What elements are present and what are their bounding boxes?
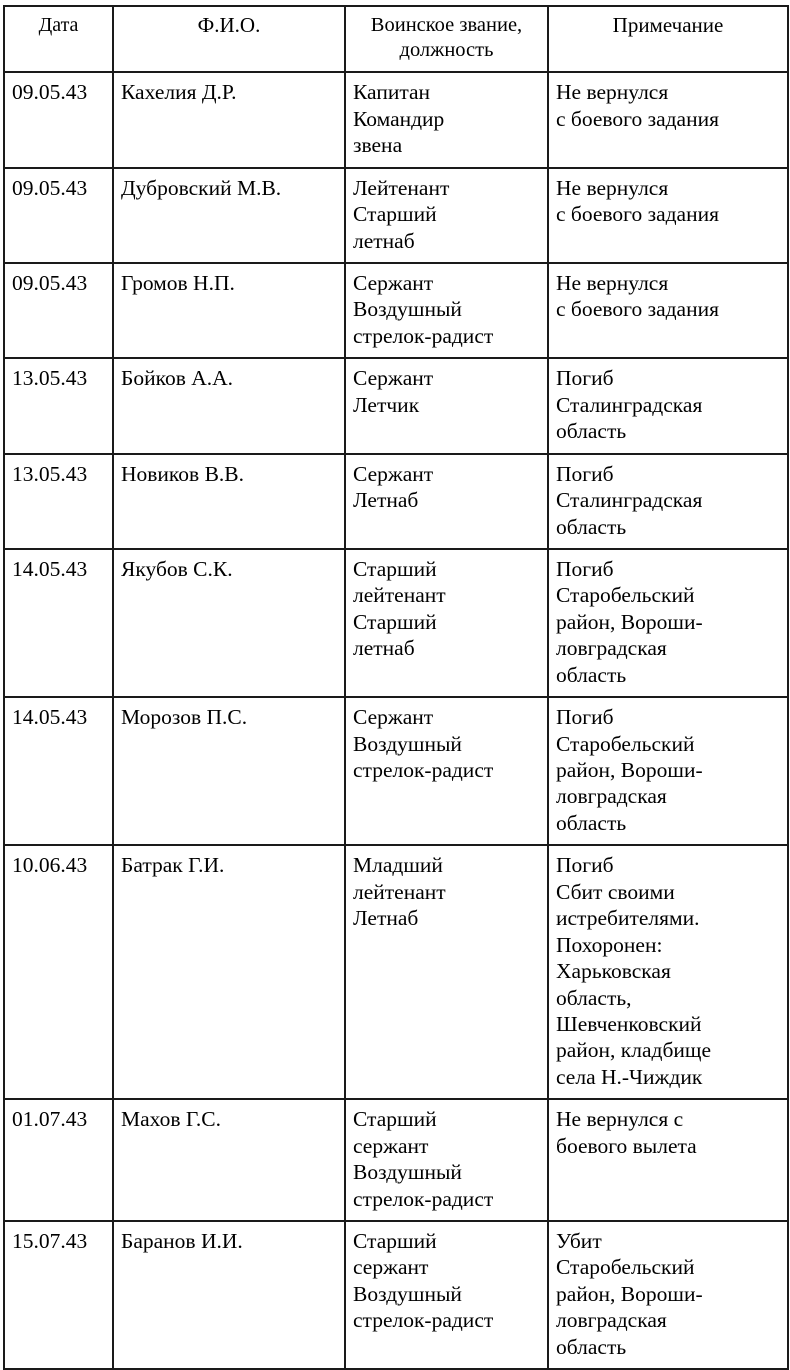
- cell-name: Дубровский М.В.: [113, 168, 345, 263]
- text-line: Погиб: [556, 853, 614, 878]
- table-row: [4, 454, 788, 549]
- text-line: Старший: [353, 556, 437, 581]
- text-line: Шевченковский: [556, 1011, 702, 1036]
- cell-date: 13.05.43: [4, 454, 113, 549]
- cell-remark-lines: [556, 270, 780, 323]
- cell-remark: [548, 72, 788, 167]
- cell-remark-lines: [556, 365, 780, 444]
- cell-name: Баранов И.И.: [113, 1221, 345, 1369]
- cell-date: 01.07.43: [4, 1099, 113, 1221]
- cell-remark: [548, 358, 788, 453]
- text-line: Старший: [353, 609, 437, 634]
- text-line: с боевого задания: [556, 106, 719, 131]
- cell-remark: [548, 454, 788, 549]
- cell-date: 14.05.43: [4, 549, 113, 697]
- text-line: Старший: [353, 1107, 437, 1132]
- text-line: Старобельский: [556, 731, 695, 756]
- cell-date: 13.05.43: [4, 358, 113, 453]
- text-line: область: [556, 514, 627, 539]
- text-line: область,: [556, 985, 632, 1010]
- cell-rank-lines: [353, 852, 540, 931]
- cell-rank-lines: [353, 704, 540, 783]
- cell-name: Махов Г.С.: [113, 1099, 345, 1221]
- text-line: Не вернулся с: [556, 1107, 684, 1132]
- table-row: [4, 72, 788, 167]
- table-row: [4, 1221, 788, 1369]
- table-row: [4, 845, 788, 1099]
- text-line: Капитан: [353, 80, 431, 105]
- text-line: стрелок-радист: [353, 323, 494, 348]
- table-row: [4, 358, 788, 453]
- text-line: Воздушный: [353, 731, 462, 756]
- text-line: Сержант: [353, 366, 434, 391]
- cell-remark: [548, 263, 788, 358]
- text-line: область: [556, 662, 627, 687]
- text-line: Погиб: [556, 556, 614, 581]
- cell-remark-lines: [556, 175, 780, 228]
- cell-rank: [345, 697, 548, 845]
- table-row: [4, 168, 788, 263]
- text-line: Не вернулся: [556, 80, 669, 105]
- cell-remark: [548, 845, 788, 1099]
- cell-rank: [345, 263, 548, 358]
- text-line: Старший: [353, 202, 437, 227]
- text-line: область: [556, 1334, 627, 1359]
- text-line: Харьковская: [556, 959, 671, 984]
- text-line: Погиб: [556, 461, 614, 486]
- cell-rank-lines: [353, 79, 540, 158]
- text-line: Сержант: [353, 705, 434, 730]
- text-line: Младший: [353, 853, 443, 878]
- text-line: сержант: [353, 1133, 429, 1158]
- cell-date: 09.05.43: [4, 72, 113, 167]
- table-row: [4, 263, 788, 358]
- cell-rank: [345, 845, 548, 1099]
- table-header: [4, 6, 788, 72]
- column-header-date: [4, 6, 113, 72]
- text-line: Погиб: [556, 366, 614, 391]
- text-line: звена: [353, 133, 403, 158]
- column-header-remark-lines: [556, 13, 780, 39]
- text-line: Старший: [353, 1229, 437, 1254]
- cell-rank-lines: [353, 461, 540, 514]
- cell-remark: [548, 1099, 788, 1221]
- cell-rank-lines: [353, 556, 540, 662]
- text-line: ловградская: [556, 636, 667, 661]
- column-header-date-lines: [12, 13, 105, 38]
- text-line: Погиб: [556, 705, 614, 730]
- text-line: Старобельский: [556, 583, 695, 608]
- cell-remark: [548, 549, 788, 697]
- cell-rank: [345, 168, 548, 263]
- text-line: Сталинградская: [556, 392, 703, 417]
- cell-remark-lines: [556, 1106, 780, 1159]
- text-line: села Н.-Чиждик: [556, 1064, 703, 1089]
- table-row: [4, 1099, 788, 1221]
- text-line: Убит: [556, 1229, 602, 1254]
- text-line: Старобельский: [556, 1255, 695, 1280]
- cell-rank-lines: [353, 1106, 540, 1212]
- cell-name: Якубов С.К.: [113, 549, 345, 697]
- text-line: сержант: [353, 1255, 429, 1280]
- text-line: ловградская: [556, 784, 667, 809]
- cell-date: 10.06.43: [4, 845, 113, 1099]
- text-line: Летнаб: [353, 488, 419, 513]
- cell-remark-lines: [556, 1228, 780, 1360]
- cell-rank: [345, 549, 548, 697]
- text-line: летнаб: [353, 636, 415, 661]
- cell-date: 09.05.43: [4, 263, 113, 358]
- text-line: область: [556, 419, 627, 444]
- text-line: Примечание: [612, 13, 724, 37]
- text-line: стрелок-радист: [353, 758, 494, 783]
- cell-rank: [345, 1221, 548, 1369]
- cell-date: 15.07.43: [4, 1221, 113, 1369]
- cell-rank: [345, 72, 548, 167]
- column-header-rank: [345, 6, 548, 72]
- cell-remark-lines: [556, 556, 780, 688]
- text-line: Воинское звание,: [370, 14, 523, 36]
- casualty-table: [3, 5, 789, 1370]
- text-line: Сержант: [353, 271, 434, 296]
- cell-remark-lines: [556, 852, 780, 1090]
- text-line: район, Вороши-: [556, 758, 703, 783]
- table-header-row: [4, 6, 788, 72]
- text-line: Не вернулся: [556, 271, 669, 296]
- cell-remark-lines: [556, 704, 780, 836]
- text-line: с боевого задания: [556, 297, 719, 322]
- text-line: Летнаб: [353, 906, 419, 931]
- text-line: летнаб: [353, 228, 415, 253]
- cell-remark: [548, 1221, 788, 1369]
- cell-name: Новиков В.В.: [113, 454, 345, 549]
- text-line: Лейтенант: [353, 175, 450, 200]
- cell-rank-lines: [353, 1228, 540, 1334]
- cell-remark: [548, 697, 788, 845]
- column-header-name-lines: [121, 13, 337, 39]
- cell-remark: [548, 168, 788, 263]
- text-line: ловградская: [556, 1308, 667, 1333]
- column-header-rank-lines: [353, 13, 540, 63]
- text-line: Воздушный: [353, 297, 462, 322]
- cell-name: Кахелия Д.Р.: [113, 72, 345, 167]
- text-line: район, Вороши-: [556, 1281, 703, 1306]
- table-body: [4, 72, 788, 1369]
- table-row: [4, 549, 788, 697]
- text-line: Сбит своими: [556, 879, 675, 904]
- text-line: лейтенант: [353, 879, 446, 904]
- cell-remark-lines: [556, 461, 780, 540]
- text-line: боевого вылета: [556, 1133, 697, 1158]
- text-line: Воздушный: [353, 1281, 462, 1306]
- text-line: истребителями.: [556, 906, 700, 931]
- cell-name: Морозов П.С.: [113, 697, 345, 845]
- cell-remark-lines: [556, 79, 780, 132]
- text-line: Сержант: [353, 461, 434, 486]
- text-line: Похоронен:: [556, 932, 663, 957]
- table-row: [4, 697, 788, 845]
- text-line: район, кладбище: [556, 1038, 712, 1063]
- column-header-name: [113, 6, 345, 72]
- cell-rank: [345, 358, 548, 453]
- cell-date: 14.05.43: [4, 697, 113, 845]
- cell-name: Батрак Г.И.: [113, 845, 345, 1099]
- cell-name: Бойков А.А.: [113, 358, 345, 453]
- text-line: Воздушный: [353, 1160, 462, 1185]
- cell-date: 09.05.43: [4, 168, 113, 263]
- text-line: район, Вороши-: [556, 609, 703, 634]
- cell-rank-lines: [353, 270, 540, 349]
- text-line: область: [556, 810, 627, 835]
- text-line: Не вернулся: [556, 175, 669, 200]
- text-line: с боевого задания: [556, 202, 719, 227]
- text-line: Сталинградская: [556, 488, 703, 513]
- text-line: Летчик: [353, 392, 420, 417]
- text-line: лейтенант: [353, 583, 446, 608]
- cell-name: Громов Н.П.: [113, 263, 345, 358]
- cell-rank-lines: [353, 175, 540, 254]
- text-line: Командир: [353, 106, 445, 131]
- text-line: должность: [399, 39, 494, 62]
- cell-rank-lines: [353, 365, 540, 418]
- column-header-remark: [548, 6, 788, 72]
- cell-rank: [345, 454, 548, 549]
- text-line: Ф.И.О.: [197, 13, 261, 37]
- text-line: стрелок-радист: [353, 1186, 494, 1211]
- text-line: Дата: [38, 14, 79, 36]
- cell-rank: [345, 1099, 548, 1221]
- text-line: стрелок-радист: [353, 1308, 494, 1333]
